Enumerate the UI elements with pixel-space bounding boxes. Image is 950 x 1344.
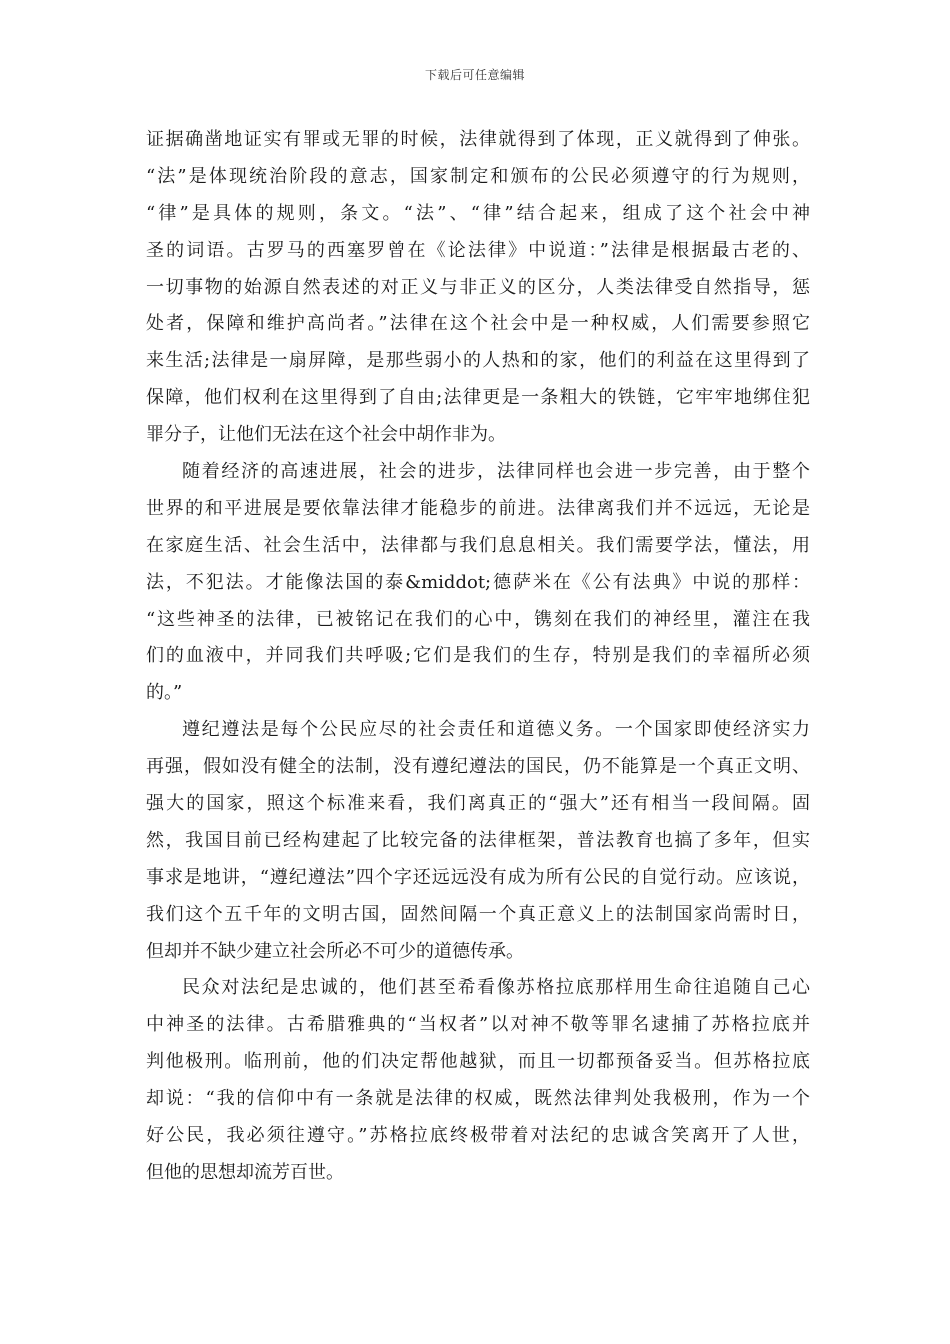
text-line: 来生活;法律是一扇屏障，是那些弱小的人热和的家，他们的利益在这里得到了 (146, 350, 810, 372)
text-line: “律”是具体的规则，条文。“法”、“律”结合起来，组成了这个社会中神 (146, 202, 810, 224)
text-line: 保障，他们权利在这里得到了自由;法律更是一条粗大的铁链，它牢牢地绑住犯 (146, 387, 810, 409)
text-line: 我们这个五千年的文明古国，固然间隔一个真正意义上的法制国家尚需时日， (146, 903, 810, 925)
text-line: 判他极刑。临刑前，他的们决定帮他越狱，而且一切都预备妥当。但苏格拉底 (146, 1051, 810, 1073)
text-line: 事求是地讲，“遵纪遵法”四个字还远远没有成为所有公民的自觉行动。应该说， (146, 866, 810, 888)
page-header: 下载后可任意编辑 (424, 68, 525, 82)
text-line: “这些神圣的法律，已被铭记在我们的心中，镌刻在我们的神经里，灌注在我 (146, 608, 810, 630)
text-line: 罪分子，让他们无法在这个社会中胡作非为。 (146, 424, 506, 446)
text-line: 却说：“我的信仰中有一条就是法律的权威，既然法律判处我极刑，作为一个 (146, 1088, 810, 1110)
text-line: 证据确凿地证实有罪或无罪的时候，法律就得到了体现，正义就得到了伸张。 (146, 129, 810, 150)
text-line: 但却并不缺少建立社会所必不可少的道德传承。 (146, 940, 524, 962)
text-line: 处者，保障和维护高尚者。”法律在这个社会中是一种权威，人们需要参照它 (146, 313, 810, 335)
body-text (146, 122, 810, 1192)
text-line: 然，我国目前已经构建起了比较完备的法律框架，普法教育也搞了多年，但实 (146, 829, 810, 851)
text-line: 好公民，我必须往遵守。”苏格拉底终极带着对法纪的忠诚含笑离开了人世， (146, 1125, 810, 1147)
text-line: 强大的国家，照这个标准来看，我们离真正的“强大”还有相当一段间隔。固 (146, 793, 810, 815)
text-line: 的。” (146, 682, 183, 704)
text-line: 一切事物的始源自然表述的对正义与非正义的区分，人类法律受自然指导，惩 (146, 276, 810, 298)
text-line: 法，不犯法。才能像法国的泰&middot;德萨米在《公有法典》中说的那样： (146, 571, 810, 593)
text-line: 们的血液中，并同我们共呼吸;它们是我们的生存，特别是我们的幸福所必须 (146, 645, 810, 667)
text-line: 遵纪遵法是每个公民应尽的社会责任和道德义务。一个国家即使经济实力 (182, 719, 810, 741)
text-line: “法”是体现统治阶段的意志，国家制定和颁布的公民必须遵守的行为规则， (146, 165, 810, 187)
text-line: 随着经济的高速进展，社会的进步，法律同样也会进一步完善，由于整个 (182, 461, 810, 483)
text-line: 圣的词语。古罗马的西塞罗曾在《论法律》中说道：”法律是根据最古老的、 (146, 239, 810, 261)
text-line: 在家庭生活、社会生活中，法律都与我们息息相关。我们需要学法，懂法，用 (146, 534, 810, 556)
text-line: 中神圣的法律。古希腊雅典的“当权者”以对神不敬等罪名逮捕了苏格拉底并 (146, 1014, 810, 1036)
text-line: 但他的思想却流芳百世。 (146, 1161, 344, 1183)
text-line: 世界的和平进展是要依靠法律才能稳步的前进。法律离我们并不远远，无论是 (146, 497, 810, 519)
text-line: 民众对法纪是忠诚的，他们甚至希看像苏格拉底那样用生命往追随自己心 (182, 977, 810, 999)
text-line: 再强，假如没有健全的法制，没有遵纪遵法的国民，仍不能算是一个真正文明、 (146, 756, 810, 778)
